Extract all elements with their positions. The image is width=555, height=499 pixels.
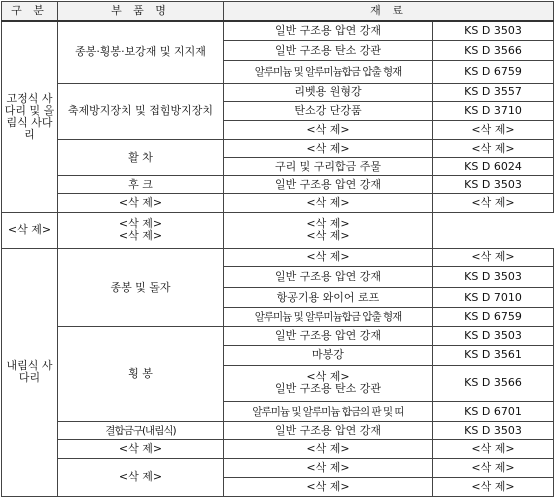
table-row (2, 327, 554, 345)
standard-cell: KS D 6024 (433, 158, 554, 176)
standard-cell: KS D 3503 (433, 21, 554, 41)
material-cell: 리벳용 원형강 (224, 83, 433, 101)
material-cell-line: <삭 제> (306, 370, 350, 384)
standard-cell: <삭 제> (433, 194, 554, 212)
standard-cell: KS D 3503 (433, 267, 554, 288)
material-cell: 항공기용 와이어 로프 (224, 288, 433, 308)
material-cell: 마봉강 (224, 345, 433, 365)
material-cell (224, 365, 433, 401)
standard-cell: <삭 제> (433, 458, 554, 477)
material-cell: 탄소강 단강품 (224, 101, 433, 120)
material-cell: 일반 구조용 압연 강재 (224, 176, 433, 194)
part-rung: 횡 봉 (58, 327, 224, 422)
standard-cell: KS D 3561 (433, 345, 554, 365)
part-anti-slip: 축제방지장치 및 접힘방지장치 (58, 83, 224, 139)
standard-cell: <삭 제> (433, 120, 554, 139)
material-cell: <삭 제> (224, 458, 433, 477)
material-cell: <삭 제> (224, 477, 433, 496)
part-hook: 후 크 (58, 176, 224, 194)
standard-cell: <삭 제> (433, 248, 554, 266)
table-row (2, 458, 554, 477)
table-row (2, 248, 554, 266)
materials-table (1, 1, 554, 497)
standard-cell-line: <삭 제> (306, 229, 350, 243)
standard-cell: KS D 6759 (433, 308, 554, 327)
table-row (2, 194, 554, 212)
material-cell: <삭 제> (224, 120, 433, 139)
material-cell-line: <삭 제> (118, 217, 163, 231)
standard-cell: KS D 3557 (433, 83, 554, 101)
table-row (2, 83, 554, 101)
material-cell: <삭 제> (224, 440, 433, 458)
standard-cell: KS D 3710 (433, 101, 554, 120)
header-category: 구 분 (2, 2, 58, 21)
table-row (2, 212, 554, 248)
standard-cell: KS D 3566 (433, 41, 554, 61)
table-row (2, 176, 554, 194)
part-deleted: <삭 제> (58, 440, 224, 458)
material-cell: 구리 및 구리합금 주물 (224, 158, 433, 176)
material-cell: 알루미늄 및 알루미늄합금 압출 형재 (224, 308, 433, 327)
part-main-rail: 종봉·횡봉·보강재 및 지지재 (58, 21, 224, 83)
standard-cell: KS D 6701 (433, 402, 554, 422)
material-cell: 일반 구조용 탄소 강관 (224, 41, 433, 61)
part-deleted: <삭 제> (58, 194, 224, 212)
section-fixed-ladder: 고정식 사다리 및 올림식 사다리 (2, 21, 58, 212)
standard-cell: KS D 3503 (433, 176, 554, 194)
section-extension-ladder: 내림식 사다리 (2, 248, 58, 496)
standard-cell: <삭 제> (433, 140, 554, 158)
standard-cell: KS D 3566 (433, 365, 554, 401)
table-row (2, 440, 554, 458)
part-pulley: 활 차 (58, 140, 224, 176)
standard-cell: KS D 6759 (433, 61, 554, 83)
header-part: 부 품 명 (58, 2, 224, 21)
material-cell: 일반 구조용 압연 강재 (224, 422, 433, 440)
material-cell: <삭 제> (224, 248, 433, 266)
header-row (2, 2, 554, 21)
standard-cell: <삭 제> (433, 440, 554, 458)
table-row (2, 140, 554, 158)
standard-cell: KS D 3503 (433, 327, 554, 345)
standard-cell: KS D 3503 (433, 422, 554, 440)
material-cell: 알루미늄 및 알루미늄 합금의 판 및 띠 (224, 402, 433, 422)
material-cell: <삭 제> (224, 194, 433, 212)
part-joint: 결합금구(내림식) (58, 422, 224, 440)
header-material: 재 료 (224, 2, 554, 21)
part-rail-protrusion: 종봉 및 돌자 (58, 248, 224, 327)
part-deleted: <삭 제> (2, 212, 58, 248)
table-row (2, 21, 554, 41)
standard-cell: <삭 제> (433, 477, 554, 496)
material-cell-line: <삭 제> (118, 229, 163, 243)
standard-cell (224, 212, 433, 248)
part-deleted: <삭 제> (58, 458, 224, 497)
material-cell-line: 일반 구조용 탄소 강관 (274, 382, 382, 396)
material-cell: 알루미늄 및 알루미늄합금 압출 형재 (224, 61, 433, 83)
material-cell (58, 212, 224, 248)
table-row (2, 422, 554, 440)
material-cell: 일반 구조용 압연 강재 (224, 21, 433, 41)
material-cell: 일반 구조용 압연 강재 (224, 327, 433, 345)
standard-cell-line: <삭 제> (306, 217, 350, 231)
material-cell: <삭 제> (224, 140, 433, 158)
standard-cell: KS D 7010 (433, 288, 554, 308)
material-cell: 일반 구조용 압연 강재 (224, 267, 433, 288)
